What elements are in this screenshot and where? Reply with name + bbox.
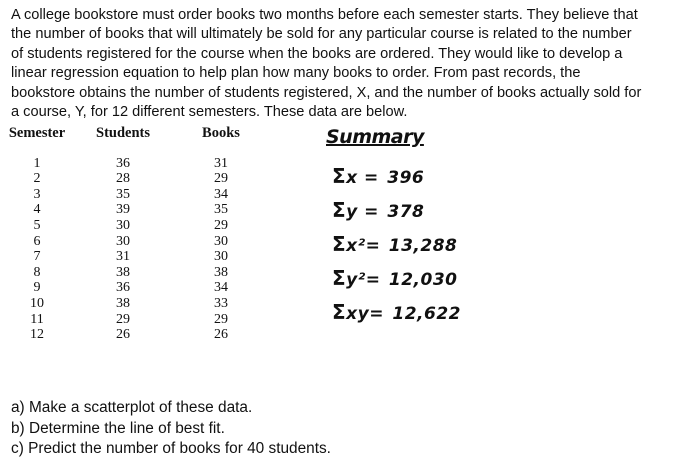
- summary-line: [332, 300, 461, 324]
- cell-students: 29: [116, 311, 130, 327]
- equals-sign: =: [369, 304, 391, 324]
- cell-books: 31: [214, 155, 228, 171]
- cell-books: 38: [214, 264, 228, 280]
- summary-value: 378: [387, 202, 425, 222]
- table-row: [6, 218, 264, 234]
- cell-semester: 3: [33, 186, 41, 202]
- summary-line: [332, 164, 424, 188]
- table-row: [6, 265, 264, 281]
- cell-students: 30: [116, 217, 130, 233]
- table-body: [6, 156, 264, 343]
- cell-semester: 10: [30, 295, 44, 311]
- sigma-symbol: Σ: [332, 300, 347, 324]
- cell-books: 26: [214, 327, 228, 343]
- summary-title: Summary: [326, 126, 424, 148]
- header-semester: Semester: [8, 125, 66, 141]
- table-row: [6, 296, 264, 312]
- header-students: Students: [96, 125, 150, 141]
- cell-semester: 6: [33, 233, 41, 249]
- sigma-symbol: Σ: [332, 164, 347, 188]
- questions: [11, 398, 331, 460]
- summary-line: [332, 198, 424, 222]
- summary-line: [332, 232, 457, 256]
- equals-sign: =: [357, 202, 386, 222]
- cell-students: 38: [116, 264, 130, 280]
- cell-students: 26: [116, 327, 130, 343]
- table-row: [6, 187, 264, 203]
- intro-line: A college bookstore must order books two months before each semester starts. They believe that: [11, 7, 638, 23]
- cell-students: 36: [116, 280, 130, 296]
- table-row: [6, 202, 264, 218]
- cell-students: 30: [116, 233, 130, 249]
- table-row: [6, 312, 264, 328]
- sigma-symbol: Σ: [332, 266, 347, 290]
- summary-value: 13,288: [388, 236, 458, 256]
- cell-students: 36: [116, 155, 130, 171]
- cell-semester: 7: [33, 249, 41, 265]
- equals-sign: =: [357, 168, 386, 188]
- intro-line: the number of books that will ultimately be sold for any particular course is related to the number: [11, 26, 632, 43]
- question-c: c) Predict the number of books for 40 students.: [11, 440, 331, 458]
- question-b: b) Determine the line of best fit.: [11, 419, 225, 437]
- table-row: [6, 234, 264, 250]
- cell-books: 30: [214, 249, 228, 265]
- table-row: [6, 327, 264, 343]
- cell-books: 33: [214, 295, 228, 311]
- summary-variable: y²: [346, 270, 366, 290]
- question-a: a) Make a scatterplot of these data.: [11, 399, 253, 416]
- cell-students: 28: [116, 171, 130, 187]
- cell-books: 29: [214, 171, 228, 187]
- cell-semester: 1: [33, 155, 41, 171]
- cell-semester: 9: [33, 280, 41, 296]
- table-header-row: [6, 126, 264, 156]
- intro-line: bookstore obtains the number of students registered, X, and the number of books actually sold for: [11, 84, 642, 101]
- cell-students: 39: [116, 202, 130, 218]
- intro-line: of students registered for the course when the books are ordered. They would like to develop a: [11, 45, 623, 62]
- cell-semester: 5: [33, 217, 41, 233]
- summary-variable: x²: [346, 236, 366, 256]
- cell-students: 31: [116, 249, 130, 265]
- sigma-symbol: Σ: [332, 198, 347, 222]
- sigma-symbol: Σ: [332, 232, 347, 256]
- cell-semester: 2: [33, 171, 41, 187]
- cell-semester: 11: [30, 311, 44, 327]
- problem-statement: [11, 6, 694, 122]
- equals-sign: =: [365, 270, 387, 290]
- intro-line: a course, Y, for 12 different semesters. These data are below.: [11, 104, 408, 121]
- summary-variable: x: [346, 168, 358, 188]
- cell-semester: 8: [33, 264, 41, 280]
- cell-books: 30: [214, 233, 228, 249]
- cell-books: 29: [214, 311, 228, 327]
- data-table: [6, 126, 264, 343]
- summary-value: 396: [387, 168, 425, 188]
- cell-semester: 12: [30, 327, 44, 343]
- cell-students: 38: [116, 295, 130, 311]
- cell-books: 29: [214, 217, 228, 233]
- summary-variable: y: [346, 202, 358, 222]
- summary-variable: xy: [346, 304, 370, 324]
- table-row: [6, 249, 264, 265]
- cell-books: 34: [214, 186, 228, 202]
- summary-value: 12,622: [392, 304, 461, 324]
- intro-line: linear regression equation to help plan how many books to order. From past records, the: [11, 65, 581, 82]
- header-books: Books: [202, 125, 240, 141]
- table-row: [6, 171, 264, 187]
- table-row: [6, 280, 264, 296]
- table-row: [6, 156, 264, 172]
- summary-value: 12,030: [388, 270, 458, 290]
- cell-students: 35: [116, 186, 130, 202]
- cell-books: 35: [214, 202, 228, 218]
- cell-books: 34: [214, 280, 228, 296]
- equals-sign: =: [365, 236, 387, 256]
- summary-line: [332, 266, 457, 290]
- cell-semester: 4: [33, 202, 41, 218]
